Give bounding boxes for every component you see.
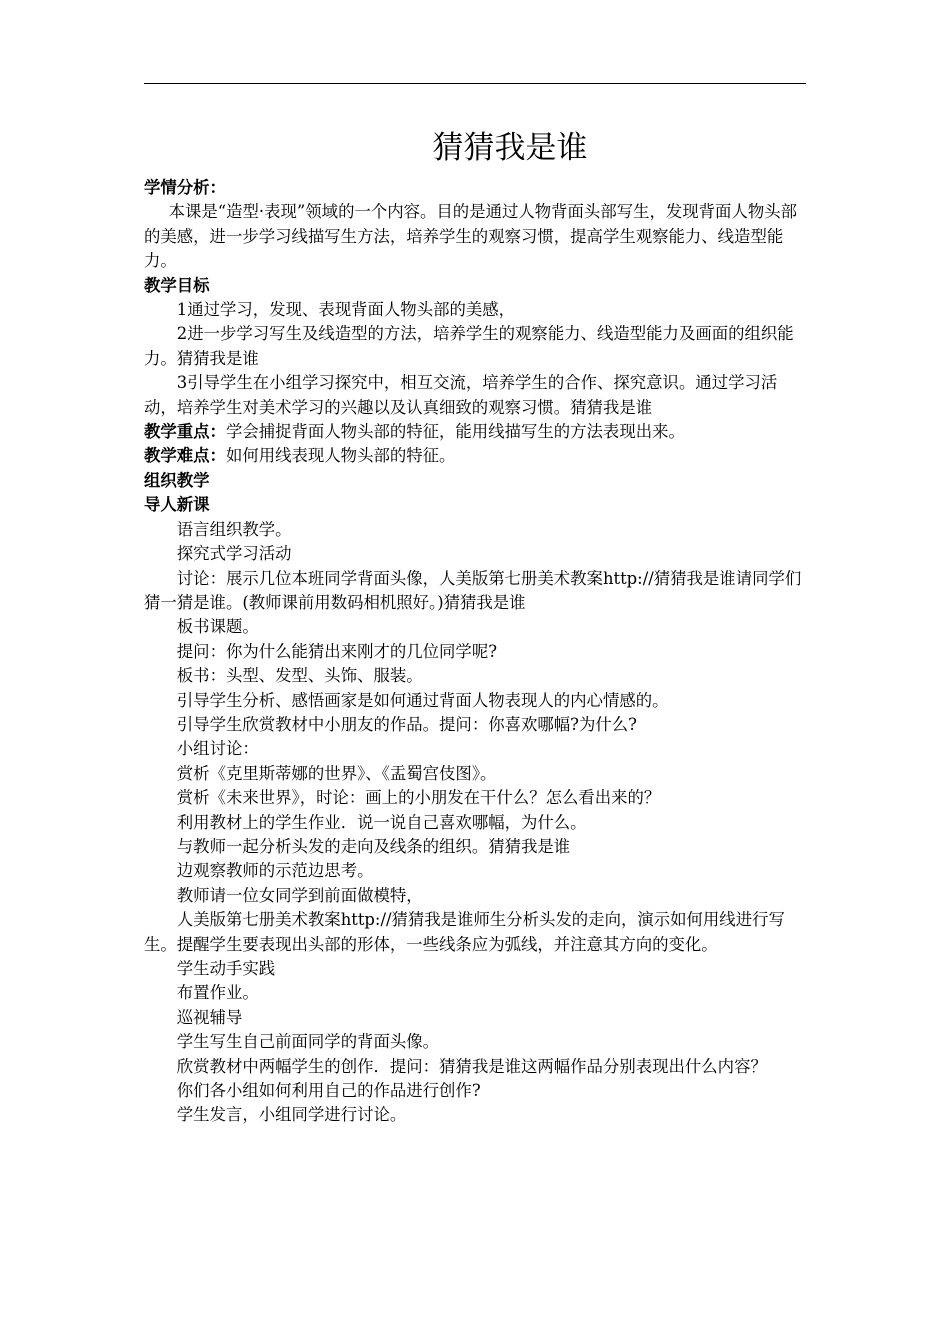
heading-organize: 组织教学 bbox=[144, 470, 210, 490]
intro-line: 学生写生自己前面同学的背面头像。 bbox=[176, 1032, 440, 1052]
key-point-text: 学会捕捉背面人物头部的特征，能用线描写生的方法表现出来。 bbox=[225, 422, 685, 442]
intro-line: 边观察教师的示范边思考。 bbox=[176, 861, 374, 881]
analysis-paragraph: 本课是“造型·表现”领域的一个内容。目的是通过人物背面头部写生，发现背面人物头部的美感，进一步学习线描写生方法，培养学生的观察习惯，提高学生观察能力、线造型能力。 bbox=[144, 202, 798, 271]
intro-line: 人美版第七册美术教案http://猜猜我是谁师生分析头发的走向，演示如何用线进行写生。提醒学生要表现出头部的形体，一些线条应为弧线，并注意其方向的变化。 bbox=[144, 910, 785, 954]
intro-line: 讨论：展示几位本班同学背面头像，人美版第七册美术教案http://猜猜我是谁请同学们猜一猜是谁。(教师课前用数码相机照好。)猜猜我是谁 bbox=[144, 568, 802, 612]
intro-line: 板书课题。 bbox=[176, 617, 259, 637]
intro-line: 小组讨论： bbox=[176, 739, 259, 759]
intro-line: 探究式学习活动 bbox=[176, 544, 292, 564]
intro-line: 学生发言，小组同学进行讨论。 bbox=[176, 1105, 407, 1125]
intro-line: 与教师一起分析头发的走向及线条的组织。猜猜我是谁 bbox=[176, 836, 571, 856]
difficulty-text: 如何用线表现人物头部的特征。 bbox=[225, 446, 456, 466]
intro-line: 语言组织教学。 bbox=[176, 519, 292, 539]
header-rule bbox=[144, 83, 806, 84]
intro-line: 欣赏教材中两幅学生的创作．提问：猜猜我是谁这两幅作品分别表现出什么内容？ bbox=[176, 1056, 767, 1076]
goal-2: 2进一步学习写生及线造型的方法，培养学生的观察能力、线造型能力及画面的组织能力。猜猜我是谁 bbox=[144, 324, 794, 368]
key-point-line bbox=[144, 420, 808, 444]
intro-line: 引导学生欣赏教材中小朋友的作品。提问：你喜欢哪幅?为什么? bbox=[176, 714, 637, 734]
key-point-label: 教学重点： bbox=[144, 422, 226, 442]
heading-learning-analysis: 学情分析： bbox=[144, 178, 226, 197]
goal-3: 3引导学生在小组学习探究中，相互交流，培养学生的合作、探究意识。通过学习活动，培养学生对美术学习的兴趣以及认真细致的观察习惯。猜猜我是谁 bbox=[144, 373, 778, 417]
difficulty-line bbox=[144, 444, 808, 468]
heading-intro: 导人新课 bbox=[144, 495, 210, 515]
intro-line: 赏析《克里斯蒂娜的世界》、《盂蜀宫伎图》。 bbox=[176, 763, 497, 783]
intro-line: 提问：你为什么能猜出来刚才的几位同学呢? bbox=[176, 641, 498, 661]
goal-1: 1通过学习，发现、表现背面人物头部的美感， bbox=[176, 300, 516, 320]
intro-line: 引导学生分析、感悟画家是如何通过背面人物表现人的内心情感的。 bbox=[176, 690, 669, 710]
intro-line: 教师请一位女同学到前面做模特， bbox=[176, 885, 423, 905]
document-title: 猜猜我是谁 bbox=[432, 130, 588, 166]
intro-line: 你们各小组如何利用自己的作品进行创作? bbox=[176, 1081, 481, 1101]
intro-line: 巡视辅导 bbox=[176, 1007, 243, 1027]
intro-line: 赏析《未来世界》，时论：画上的小朋发在干什么？怎么看出来的？ bbox=[176, 788, 661, 808]
difficulty-label: 教学难点： bbox=[144, 446, 226, 466]
intro-line: 利用教材上的学生作业．说一说自己喜欢哪幅，为什么。 bbox=[176, 812, 587, 832]
intro-line: 学生动手实践 bbox=[176, 959, 276, 978]
document-body bbox=[144, 176, 808, 1128]
intro-line: 板书：头型、发型、头饰、服装。 bbox=[176, 666, 423, 686]
heading-teaching-goals: 教学目标 bbox=[144, 275, 210, 295]
intro-line: 布置作业。 bbox=[176, 983, 259, 1003]
